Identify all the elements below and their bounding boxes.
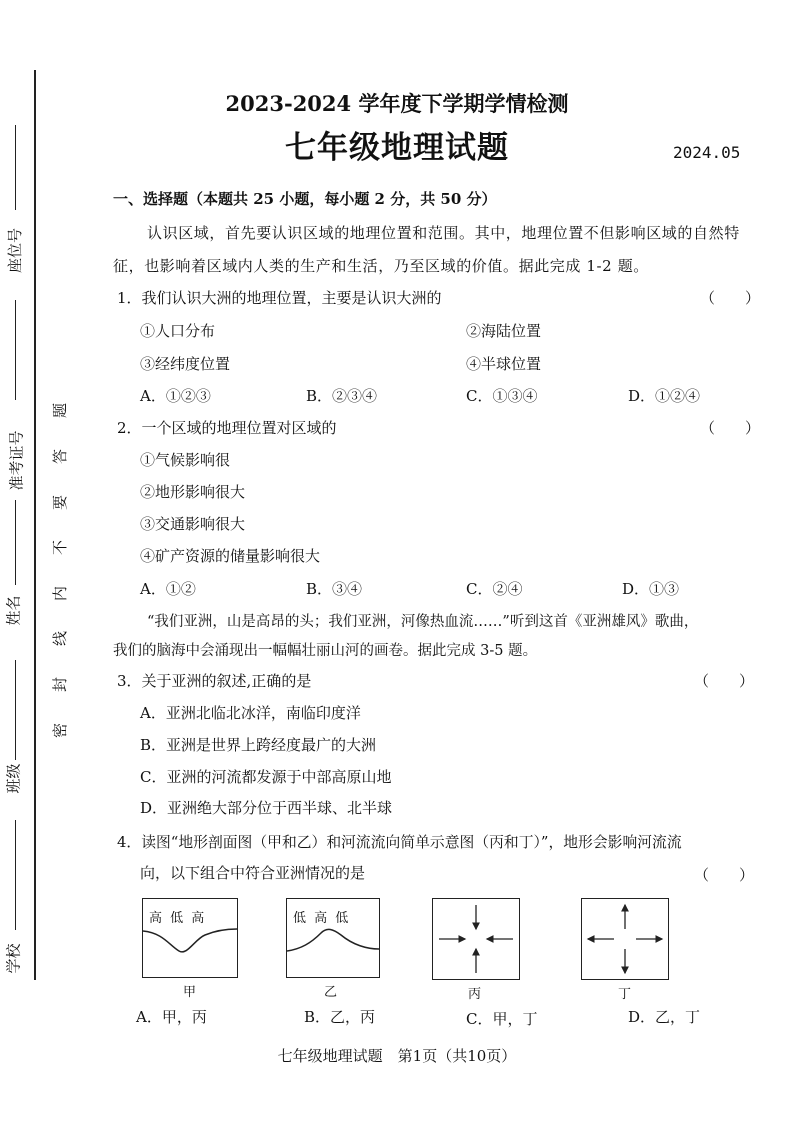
statement-option: ④半球位置: [466, 355, 542, 373]
intro-text: 认识区域，首先要认识区域的地理位置和范围。其中，地理位置不但影响区域的自然特: [147, 224, 740, 242]
intro-text: 征，也影响着区域内人类的生产和生活，乃至区域的价值。据此完成 1-2 题。: [113, 257, 649, 275]
question-stem: 3．关于亚洲的叙述,正确的是: [117, 672, 312, 690]
seal-char: 题: [51, 402, 70, 419]
name-blank: [15, 500, 16, 585]
question-stem: 4．读图“地形剖面图（甲和乙）和河流流向简单示意图（丙和丁）”，地形会影响河流流: [117, 834, 682, 851]
school-label: 学校: [4, 943, 23, 974]
choice-a[interactable]: A．①②③: [140, 387, 211, 405]
school-blank: [15, 820, 16, 930]
figure-caption: 甲: [183, 985, 197, 1000]
seal-char: 内: [51, 585, 70, 602]
answer-paren[interactable]: （ ）: [694, 672, 755, 690]
page-title: 七年级地理试题: [285, 130, 509, 166]
choice-a[interactable]: A．甲，丙: [136, 1008, 207, 1026]
page-footer: 七年级地理试题 第1页（共10页）: [277, 1047, 517, 1065]
exam-date: 2024.05: [673, 143, 741, 162]
river-diagram-bing: [432, 898, 520, 980]
choice-b[interactable]: B．②③④: [306, 387, 378, 405]
answer-paren[interactable]: （ ）: [700, 289, 761, 307]
choice-d[interactable]: D．①③: [622, 580, 680, 598]
question-stem: 2．一个区域的地理位置对区域的: [117, 419, 337, 437]
profile-diagram-jia: [142, 898, 238, 978]
statement-option: ③交通影响很大: [140, 515, 246, 533]
question-stem: 向，以下组合中符合亚洲情况的是: [140, 864, 366, 882]
profile-diagram-yi: [286, 898, 380, 978]
figure-caption: 丁: [618, 987, 632, 1002]
profile-labels: 高 低 高: [149, 911, 207, 926]
seat-label: 座位号: [6, 227, 25, 274]
choice-a[interactable]: A．亚洲北临北冰洋，南临印度洋: [140, 704, 361, 722]
river-diagram-ding: [581, 898, 669, 980]
name-label: 姓名: [4, 595, 23, 626]
exam-id-blank: [15, 300, 16, 400]
binding-line: [34, 70, 36, 980]
figure-caption: 丙: [468, 987, 482, 1002]
class-blank: [15, 660, 16, 760]
choice-c[interactable]: C．②④: [466, 580, 523, 598]
intro-text: “我们亚洲，山是高昂的头；我们亚洲，河像热血流……”听到这首《亚洲雄风》歌曲，: [147, 614, 699, 630]
class-label: 班级: [4, 763, 23, 794]
section-title: 一、选择题（本题共 25 小题，每小题 2 分，共 50 分）: [113, 190, 497, 208]
seal-char: 要: [51, 494, 70, 511]
choice-b[interactable]: B．亚洲是世界上跨经度最广的大洲: [140, 736, 377, 754]
statement-option: ②海陆位置: [466, 322, 542, 340]
profile-curve: [143, 899, 237, 977]
seal-char: 封: [51, 676, 70, 693]
choice-d[interactable]: D．①②④: [628, 387, 701, 405]
choice-c[interactable]: C．甲，丁: [466, 1010, 538, 1028]
choice-b[interactable]: B．③④: [306, 580, 363, 598]
answer-paren[interactable]: （ ）: [700, 419, 761, 437]
profile-labels: 低 高 低: [293, 911, 351, 926]
statement-option: ①气候影响很: [140, 451, 231, 469]
statement-option: ③经纬度位置: [140, 355, 231, 373]
question-stem: 1．我们认识大洲的地理位置，主要是认识大洲的: [117, 289, 442, 307]
seal-char: 密: [51, 722, 70, 739]
answer-paren[interactable]: （ ）: [694, 866, 755, 884]
intro-text: 我们的脑海中会涌现出一幅幅壮丽山河的画卷。据此完成 3-5 题。: [113, 643, 538, 659]
inward-arrows: [433, 899, 519, 979]
seal-char: 答: [51, 448, 70, 465]
statement-option: ①人口分布: [140, 322, 216, 340]
outward-arrows: [582, 899, 668, 979]
exam-id-label: 准考证号: [7, 430, 26, 491]
seal-char: 不: [51, 539, 70, 556]
choice-c[interactable]: C．亚洲的河流都发源于中部高原山地: [140, 768, 392, 786]
statement-option: ④矿产资源的储量影响很大: [140, 547, 321, 565]
choice-a[interactable]: A．①②: [140, 580, 196, 598]
choice-d[interactable]: D．亚洲绝大部分位于西半球、北半球: [140, 799, 393, 817]
seal-char: 线: [51, 630, 70, 647]
statement-option: ②地形影响很大: [140, 483, 246, 501]
choice-d[interactable]: D．乙，丁: [628, 1008, 701, 1026]
profile-curve: [287, 899, 379, 977]
choice-b[interactable]: B．乙，丙: [304, 1008, 376, 1026]
choice-c[interactable]: C．①③④: [466, 387, 538, 405]
exam-term-title: 2023-2024 学年度下学期学情检测: [225, 91, 569, 116]
figure-caption: 乙: [324, 985, 338, 1000]
